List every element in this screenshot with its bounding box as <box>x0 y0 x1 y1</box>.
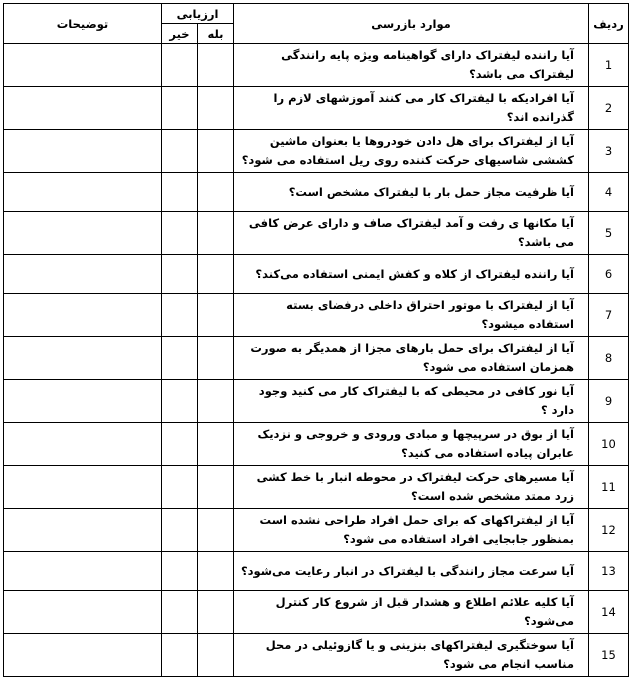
notes-cell[interactable] <box>4 466 162 509</box>
notes-cell[interactable] <box>4 591 162 634</box>
no-cell[interactable] <box>162 44 198 87</box>
inspection-question: آیا مسیرهای حرکت لیفتراک در محوطه انبار با خط کشی زرد ممتد مشخص شده است؟ <box>234 466 589 509</box>
row-number: 14 <box>589 591 629 634</box>
notes-cell[interactable] <box>4 423 162 466</box>
yes-cell[interactable] <box>198 130 234 173</box>
header-notes: توضیحات <box>4 4 162 44</box>
inspection-question: آیا از لیفتراک با موتور احتراق داخلی درفضای بسته استفاده میشود؟ <box>234 294 589 337</box>
table-row <box>4 44 629 87</box>
row-number: 11 <box>589 466 629 509</box>
table-row <box>4 255 629 294</box>
notes-cell[interactable] <box>4 173 162 212</box>
no-cell[interactable] <box>162 212 198 255</box>
checklist-sheet <box>3 3 629 677</box>
table-row <box>4 591 629 634</box>
header-inspection-items: موارد بازرسی <box>234 4 589 44</box>
yes-cell[interactable] <box>198 466 234 509</box>
inspection-question: آیا سرعت مجاز رانندگی با لیفتراک در انبار رعایت می‌شود؟ <box>234 552 589 591</box>
notes-cell[interactable] <box>4 380 162 423</box>
inspection-question: آیا نور کافی در محیطی که با لیفتراک کار می کنید وجود دارد ؟ <box>234 380 589 423</box>
notes-cell[interactable] <box>4 255 162 294</box>
notes-cell[interactable] <box>4 130 162 173</box>
table-row <box>4 509 629 552</box>
row-number: 5 <box>589 212 629 255</box>
inspection-question: آیا از بوق در سرپیچها و مبادی ورودی و خروجی و نزدیک عابران پیاده استفاده می کنید؟ <box>234 423 589 466</box>
table-row <box>4 87 629 130</box>
yes-cell[interactable] <box>198 294 234 337</box>
yes-cell[interactable] <box>198 423 234 466</box>
notes-cell[interactable] <box>4 44 162 87</box>
table-row <box>4 634 629 677</box>
no-cell[interactable] <box>162 509 198 552</box>
no-cell[interactable] <box>162 423 198 466</box>
header-row-number: ردیف <box>589 4 629 44</box>
row-number: 4 <box>589 173 629 212</box>
row-number: 15 <box>589 634 629 677</box>
table-row <box>4 173 629 212</box>
no-cell[interactable] <box>162 634 198 677</box>
row-number: 9 <box>589 380 629 423</box>
no-cell[interactable] <box>162 87 198 130</box>
inspection-question: آیا از لیفتراک برای حمل بارهای مجزا از همدیگر به صورت همزمان استفاده می شود؟ <box>234 337 589 380</box>
notes-cell[interactable] <box>4 294 162 337</box>
no-cell[interactable] <box>162 337 198 380</box>
no-cell[interactable] <box>162 380 198 423</box>
yes-cell[interactable] <box>198 212 234 255</box>
row-number: 13 <box>589 552 629 591</box>
no-cell[interactable] <box>162 466 198 509</box>
row-number: 10 <box>589 423 629 466</box>
no-cell[interactable] <box>162 552 198 591</box>
notes-cell[interactable] <box>4 212 162 255</box>
header-yes: بله <box>198 24 234 44</box>
yes-cell[interactable] <box>198 591 234 634</box>
inspection-question: آیا کلیه علائم اطلاع و هشدار قبل از شروع کار کنترل می‌شود؟ <box>234 591 589 634</box>
inspection-question: آیا افرادیکه با لیفتراک کار می کنند آموزشهای لازم را گذرانده اند؟ <box>234 87 589 130</box>
row-number: 7 <box>589 294 629 337</box>
table-row <box>4 423 629 466</box>
row-number: 8 <box>589 337 629 380</box>
inspection-question: آیا راننده لیفتراک دارای گواهینامه ویژه پایه رانندگی لیفتراک می باشد؟ <box>234 44 589 87</box>
yes-cell[interactable] <box>198 173 234 212</box>
table-row <box>4 130 629 173</box>
header-no: خیر <box>162 24 198 44</box>
notes-cell[interactable] <box>4 634 162 677</box>
no-cell[interactable] <box>162 591 198 634</box>
inspection-question: آیا مکانها ی رفت و آمد لیفتراک صاف و دارای عرض کافی می باشد؟ <box>234 212 589 255</box>
yes-cell[interactable] <box>198 255 234 294</box>
table-row <box>4 212 629 255</box>
no-cell[interactable] <box>162 130 198 173</box>
table-row <box>4 337 629 380</box>
inspection-question: آیا از لیفتراکهای که برای حمل افراد طراحی نشده است بمنظور جابجایی افراد استفاده می شود؟ <box>234 509 589 552</box>
yes-cell[interactable] <box>198 87 234 130</box>
checklist-body <box>4 44 629 677</box>
yes-cell[interactable] <box>198 509 234 552</box>
table-row <box>4 552 629 591</box>
inspection-question: آیا از لیفتراک برای هل دادن خودروها یا بعنوان ماشین کششی شاسیهای حرکت کننده روی ریل استفاده می شود؟ <box>234 130 589 173</box>
notes-cell[interactable] <box>4 509 162 552</box>
table-row <box>4 466 629 509</box>
table-row <box>4 380 629 423</box>
table-row <box>4 294 629 337</box>
yes-cell[interactable] <box>198 634 234 677</box>
notes-cell[interactable] <box>4 552 162 591</box>
inspection-checklist-table <box>3 3 629 677</box>
no-cell[interactable] <box>162 255 198 294</box>
yes-cell[interactable] <box>198 337 234 380</box>
row-number: 3 <box>589 130 629 173</box>
row-number: 2 <box>589 87 629 130</box>
yes-cell[interactable] <box>198 552 234 591</box>
inspection-question: آیا راننده لیفتراک از کلاه و کفش ایمنی استفاده می‌کند؟ <box>234 255 589 294</box>
inspection-question: آیا سوختگیری لیفتراکهای بنزینی و یا گازوئیلی در محل مناسب انجام می شود؟ <box>234 634 589 677</box>
yes-cell[interactable] <box>198 44 234 87</box>
no-cell[interactable] <box>162 173 198 212</box>
row-number: 1 <box>589 44 629 87</box>
notes-cell[interactable] <box>4 87 162 130</box>
header-evaluation: ارزیابی <box>162 4 234 24</box>
notes-cell[interactable] <box>4 337 162 380</box>
inspection-question: آیا ظرفیت مجاز حمل بار با لیفتراک مشخص است؟ <box>234 173 589 212</box>
no-cell[interactable] <box>162 294 198 337</box>
row-number: 12 <box>589 509 629 552</box>
yes-cell[interactable] <box>198 380 234 423</box>
row-number: 6 <box>589 255 629 294</box>
